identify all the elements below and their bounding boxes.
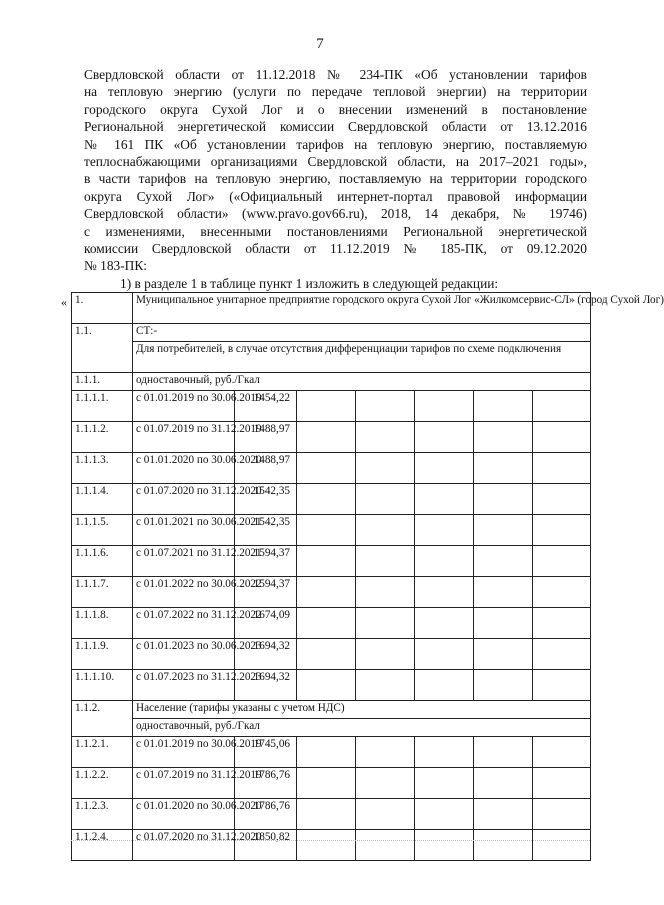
empty-cell [297, 799, 356, 830]
table-row-section-desc [72, 342, 591, 373]
empty-cell [415, 639, 474, 670]
row-number: 1.1.1.4. [72, 484, 133, 515]
row-value: 1488,97 [235, 422, 297, 453]
row-number: 1.1.1.9. [72, 639, 133, 670]
empty-cell [297, 577, 356, 608]
empty-cell [356, 391, 415, 422]
empty-cell [356, 484, 415, 515]
empty-cell [533, 515, 591, 546]
empty-cell [356, 453, 415, 484]
table-row [72, 391, 591, 422]
empty-cell [297, 546, 356, 577]
table-row [72, 830, 591, 861]
empty-cell [533, 608, 591, 639]
empty-cell [474, 453, 533, 484]
subsection-number: 1.1.1. [72, 373, 133, 391]
empty-cell [533, 391, 591, 422]
empty-cell [356, 515, 415, 546]
empty-cell [474, 768, 533, 799]
table-row-subsection [72, 719, 591, 737]
row-period: с 01.01.2019 по 30.06.2019 [133, 737, 235, 768]
empty-cell [415, 737, 474, 768]
empty-cell [415, 608, 474, 639]
row-number: 1.1.1.3. [72, 453, 133, 484]
empty-cell [356, 577, 415, 608]
paragraph-line: на тепловую энергию (услуги по передаче тепловой энергии) на территории [84, 84, 587, 100]
row-value: 1786,76 [235, 768, 297, 799]
row-number: 1.1.1.2. [72, 422, 133, 453]
paragraph-line: № 183-ПК: [84, 258, 147, 274]
table-row [72, 546, 591, 577]
empty-cell [474, 391, 533, 422]
empty-cell [474, 484, 533, 515]
empty-cell [356, 830, 415, 861]
row-value: 1786,76 [235, 799, 297, 830]
section-label: Население (тарифы указаны с учетом НДС) [133, 701, 591, 719]
row-period: с 01.01.2020 по 30.06.2020 [133, 799, 235, 830]
page-bottom-rule [71, 840, 590, 841]
table-row-section [72, 701, 591, 719]
table-row [72, 670, 591, 701]
row-number: 1.1.2.3. [72, 799, 133, 830]
empty-cell [356, 768, 415, 799]
empty-cell [533, 546, 591, 577]
empty-cell [356, 639, 415, 670]
empty-cell [415, 670, 474, 701]
empty-cell [533, 670, 591, 701]
paragraph-line: с изменениями, внесенными постановлениями Региональной энергетической [84, 223, 587, 239]
paragraph-line: Региональной энергетической комиссии Свердловской области от 13.12.2016 [84, 119, 587, 135]
table-row [72, 577, 591, 608]
row-period: с 01.01.2020 по 30.06.2020 [133, 453, 235, 484]
paragraph-line: Свердловской области» (www.pravo.gov66.ru), 2018, 14 декабря, № 19746) [84, 206, 587, 222]
empty-cell [415, 799, 474, 830]
row-number: 1.1.2.1. [72, 737, 133, 768]
row-number: 1.1.1.5. [72, 515, 133, 546]
empty-cell [415, 484, 474, 515]
paragraph-line: округа Сухой Лог» («Официальный интернет-портал правовой информации [84, 188, 587, 204]
table-row-org [72, 293, 591, 324]
empty-cell [297, 422, 356, 453]
paragraph-line: Свердловской области от 11.12.2018 № 234-ПК «Об установлении тарифов [84, 67, 587, 82]
table-row [72, 484, 591, 515]
empty-cell [533, 422, 591, 453]
page-number: 7 [316, 36, 324, 52]
empty-cell [297, 830, 356, 861]
row-value: 1454,22 [235, 391, 297, 422]
org-number: 1. [72, 293, 133, 324]
empty-cell [297, 608, 356, 639]
empty-cell [533, 453, 591, 484]
row-value: 1594,37 [235, 546, 297, 577]
row-number: 1.1.1.6. [72, 546, 133, 577]
empty-cell [415, 422, 474, 453]
empty-cell [474, 799, 533, 830]
empty-cell [474, 830, 533, 861]
empty-cell [356, 670, 415, 701]
empty-cell [533, 577, 591, 608]
row-number: 1.1.1.10. [72, 670, 133, 701]
empty-cell [297, 639, 356, 670]
empty-cell [356, 546, 415, 577]
row-number: 1.1.2.2. [72, 768, 133, 799]
paragraph-line: в части тарифов на тепловую энергию, поставляемую на территории городского [84, 171, 587, 187]
tariff-table [71, 292, 664, 861]
paragraph-line: № 161 ПК «Об установлении тарифов на тепловую энергию, поставляемую [84, 136, 587, 152]
instruction-line: 1) в разделе 1 в таблице пункт 1 изложить в следующей редакции: [120, 276, 499, 291]
table-row [72, 737, 591, 768]
empty-cell [474, 737, 533, 768]
table-row-subsection [72, 373, 591, 391]
empty-cell [297, 768, 356, 799]
row-number: 1.1.1.7. [72, 577, 133, 608]
body-paragraph [84, 66, 587, 275]
section-number: 1.1.2. [72, 701, 133, 737]
table-row-section [72, 324, 591, 342]
table-row [72, 608, 591, 639]
empty-cell [297, 737, 356, 768]
empty-cell [533, 639, 591, 670]
table-row [72, 422, 591, 453]
empty-cell [474, 515, 533, 546]
empty-cell [356, 608, 415, 639]
empty-cell [533, 830, 591, 861]
row-number: 1.1.2.4. [72, 830, 133, 861]
row-value: 1674,09 [235, 608, 297, 639]
row-value: 1694,32 [235, 639, 297, 670]
empty-cell [297, 484, 356, 515]
row-period: с 01.01.2022 по 30.06.2022 [133, 577, 235, 608]
empty-cell [415, 768, 474, 799]
empty-cell [474, 577, 533, 608]
empty-cell [474, 670, 533, 701]
empty-cell [533, 768, 591, 799]
empty-cell [297, 515, 356, 546]
row-value: 1488,97 [235, 453, 297, 484]
subsection-label: одноставочный, руб./Гкал [133, 719, 591, 737]
org-name: Муниципальное унитарное предприятие городского округа Сухой Лог «Жилкомсервис-СЛ» (город Сухой Лог) [133, 293, 591, 324]
empty-cell [297, 391, 356, 422]
subsection-label: одноставочный, руб./Гкал [133, 373, 591, 391]
row-number: 1.1.1.8. [72, 608, 133, 639]
table-row [72, 639, 591, 670]
opening-quote: « [61, 295, 67, 309]
empty-cell [415, 515, 474, 546]
row-value: 1542,35 [235, 484, 297, 515]
row-number: 1.1.1.1. [72, 391, 133, 422]
empty-cell [533, 737, 591, 768]
empty-cell [474, 546, 533, 577]
empty-cell [297, 453, 356, 484]
table-row [72, 515, 591, 546]
empty-cell [474, 422, 533, 453]
empty-cell [356, 422, 415, 453]
row-value: 1542,35 [235, 515, 297, 546]
table-row [72, 799, 591, 830]
row-period: с 01.07.2020 по 31.12.2020 [133, 830, 235, 861]
row-period: с 01.07.2019 по 31.12.2019 [133, 768, 235, 799]
row-period: с 01.07.2022 по 31.12.2022 [133, 608, 235, 639]
empty-cell [415, 830, 474, 861]
empty-cell [415, 546, 474, 577]
row-period: с 01.01.2021 по 30.06.2021 [133, 515, 235, 546]
empty-cell [415, 453, 474, 484]
empty-cell [356, 799, 415, 830]
empty-cell [297, 670, 356, 701]
row-period: с 01.01.2023 по 30.06.2023 [133, 639, 235, 670]
empty-cell [474, 608, 533, 639]
row-period: с 01.07.2021 по 31.12.2021 [133, 546, 235, 577]
paragraph-line: комиссии Свердловской области от 11.12.2019 № 185-ПК, от 09.12.2020 [84, 241, 587, 257]
row-value: 1745,06 [235, 737, 297, 768]
row-period: с 01.07.2020 по 31.12.2020 [133, 484, 235, 515]
empty-cell [474, 639, 533, 670]
table-row [72, 768, 591, 799]
empty-cell [533, 799, 591, 830]
row-value: 1850,82 [235, 830, 297, 861]
row-value: 1594,37 [235, 577, 297, 608]
row-value: 1694,32 [235, 670, 297, 701]
section-description: Для потребителей, в случае отсутствия дифференциации тарифов по схеме подключения [133, 342, 591, 373]
section-number: 1.1. [72, 324, 133, 373]
table-row [72, 453, 591, 484]
row-period: с 01.01.2019 по 30.06.2019 [133, 391, 235, 422]
empty-cell [533, 484, 591, 515]
section-label: СТ:- [133, 324, 591, 342]
row-period: с 01.07.2019 по 31.12.2019 [133, 422, 235, 453]
row-period: с 01.07.2023 по 31.12.2023 [133, 670, 235, 701]
empty-cell [415, 391, 474, 422]
paragraph-line: теплоснабжающими организациями Свердловской области, на 2017–2021 годы», [84, 154, 587, 170]
empty-cell [415, 577, 474, 608]
empty-cell [356, 737, 415, 768]
paragraph-line: городского округа Сухой Лог и о внесении изменений в постановление [84, 101, 587, 117]
